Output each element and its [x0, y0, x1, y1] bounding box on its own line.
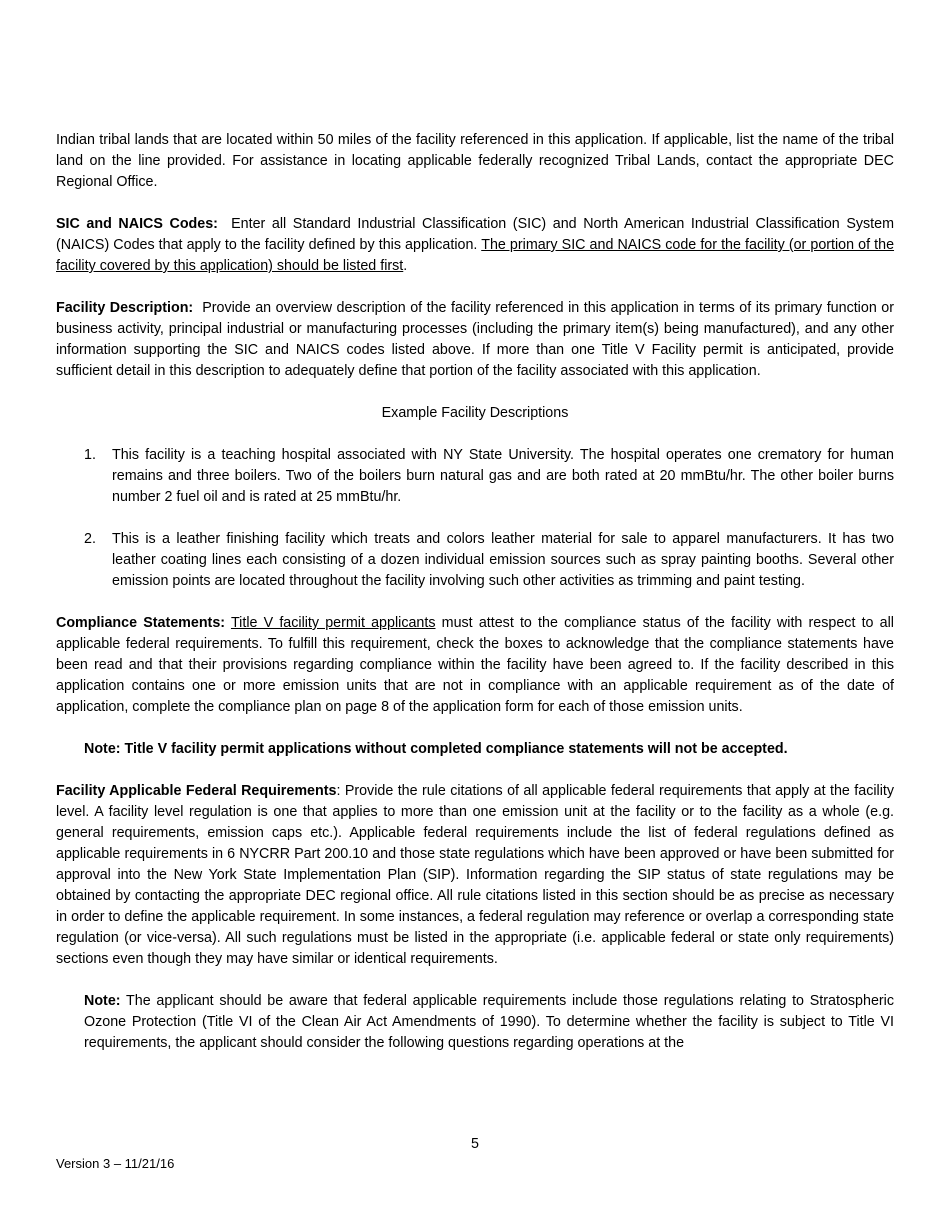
list-item	[56, 529, 894, 592]
version-footer: Version 3 – 11/21/16	[56, 1156, 175, 1171]
page-body	[56, 130, 894, 1054]
sic-naics-paragraph: SIC and NAICS Codes: Enter all Standard Industrial Classification (SIC) and North American Industrial Classification System (NAICS) Codes that apply to the facility defined by this application. The primary SIC and NAICS code for the facility (or portion of the facility covered by this application) should be listed first.	[56, 216, 895, 274]
examples-title: Example Facility Descriptions	[381, 405, 569, 421]
intro-paragraph: Indian tribal lands that are located within 50 miles of the facility referenced in this application. If applicable, list the name of the tribal land on the line provided. For assistance in locating applicable federally recognized Tribal Lands, contact the appropriate DEC Regional Office.	[56, 132, 894, 190]
sic-naics-text: Enter all Standard Industrial Classification (SIC) and North American Industrial Classification System (NAICS) Codes that apply to the facility defined by this application.	[56, 216, 894, 253]
list-item-number: 1.	[84, 447, 96, 463]
note-text: The applicant should be aware that federal applicable requirements include those regulations relating to Stratospheric Ozone Protection (Title VI of the Clean Air Act Amendments of 1990). To determine whether the facility is subject to Title VI requirements, the applicant should consider the following questions regarding operations at the	[84, 993, 894, 1051]
sic-naics-underlined: The primary SIC and NAICS code for the facility (or portion of the facility covered by this application) should be listed first	[56, 237, 895, 274]
federal-requirements-paragraph	[56, 781, 894, 970]
examples-list	[56, 445, 894, 592]
list-item-text: This is a leather finishing facility which treats and colors leather material for sale to apparel manufacturers. It has two leather coating lines each consisting of a dozen individual emission sources such as spray painting booths. Several other emission points are located throughout the facility involving such other activities as trimming and paint testing.	[112, 531, 894, 589]
sic-naics-heading: SIC and NAICS Codes:	[56, 216, 218, 232]
page-number: 5	[471, 1136, 479, 1152]
list-item-text: This facility is a teaching hospital associated with NY State University. The hospital operates one crematory for human remains and three boilers. Two of the boilers burn natural gas and are both rated at 20 mmBtu/hr. The other boiler burns number 2 fuel oil and is rated at 25 mmBtu/hr.	[112, 447, 894, 505]
federal-requirements-heading: Facility Applicable Federal Requirements	[56, 783, 337, 799]
federal-requirements-text: : Provide the rule citations of all applicable federal requirements that apply at the facility level. A facility level regulation is one that applies to more than one emission unit at the facility or to the facility as a whole (e.g. general requirements, emission caps etc.). Applicable federal requirements include the list of federal regulations defined as applicable requirements in 6 NYCRR Part 200.10 and those state regulations which have been approved or have been submitted for approval into the New York State Implementation Plan (SIP). Information regarding the SIP status of state regulations may be obtained by contacting the appropriate DEC regional office. All rule citations listed in this section should be as precise as necessary in order to define the applicable requirement. In some instances, a federal regulation may reference or overlap a corresponding state regulation (or vice-versa). All such regulations must be listed in the appropriate (i.e. applicable federal or state only requirements) sections even though they may have similar or identical requirements.	[56, 783, 894, 967]
compliance-underlined: Title V facility permit applicants	[230, 615, 436, 631]
facility-description-paragraph	[56, 298, 894, 382]
facility-description-heading: Facility Description:	[56, 300, 194, 316]
compliance-heading: Compliance Statements:	[56, 615, 226, 631]
list-item-number: 2.	[84, 531, 96, 547]
compliance-text: must attest to the compliance status of the facility with respect to all applicable federal requirements. To fulfill this requirement, check the boxes to acknowledge that the compliance statements have been read and that their provisions regarding compliance within the facility have been agreed to. If the facility described in this application contains one or more emission units that are not in compliance with an applicable requirement as of the date of application, complete the compliance plan on page 8 of the application form for each of those emission units.	[56, 615, 894, 715]
stratospheric-ozone-note	[56, 991, 894, 1054]
compliance-note: Note: Title V facility permit applications without completed compliance statements will not be accepted.	[84, 741, 788, 757]
note-label: Note:	[84, 993, 121, 1009]
list-item	[56, 445, 894, 508]
facility-description-text: Provide an overview description of the facility referenced in this application in terms of its primary function or business activity, principal industrial or manufacturing processes (including the primary item(s) being manufactured), and any other information supporting the SIC and NAICS codes listed above. If more than one Title V Facility permit is anticipated, provide sufficient detail in this description to adequately define that portion of the facility associated with this application.	[56, 300, 894, 379]
compliance-paragraph	[56, 613, 894, 718]
